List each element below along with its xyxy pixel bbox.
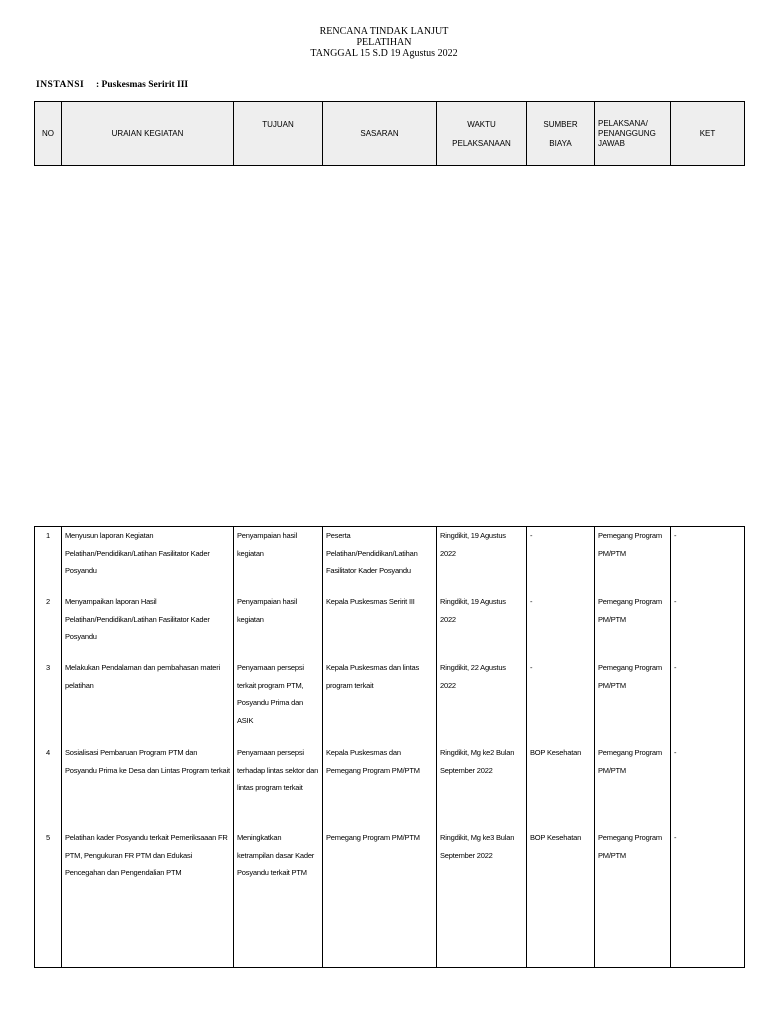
- cell-sasaran: Kepala Puskesmas dan Pemegang Program PM/PTM: [323, 744, 437, 829]
- instansi-line: [36, 80, 188, 90]
- instansi-label: INSTANSI: [36, 80, 85, 90]
- cell-no: 5: [35, 829, 62, 968]
- table-row: [35, 593, 745, 659]
- cell-ket: -: [671, 829, 745, 968]
- col-sumber-line-2: BIAYA: [549, 138, 572, 148]
- title-line-3: TANGGAL 15 S.D 19 Agustus 2022: [310, 48, 458, 59]
- cell-waktu: Ringdikit, Mg ke2 Bulan September 2022: [437, 744, 527, 829]
- cell-sumber: BOP Kesehatan: [527, 744, 595, 829]
- col-no: NO: [35, 102, 62, 166]
- cell-tujuan: Penyampaian hasil kegiatan: [234, 593, 323, 659]
- col-pelaksana-line-3: JAWAB: [598, 138, 625, 148]
- cell-uraian: Menyusun laporan Kegiatan Pelatihan/Pendidikan/Latihan Fasilitator Kader Posyandu: [62, 527, 234, 594]
- col-sasaran: SASARAN: [323, 102, 437, 166]
- col-pelaksana-line-1: PELAKSANA/: [598, 118, 648, 128]
- cell-tujuan: Meningkatkan ketrampilan dasar Kader Posyandu terkait PTM: [234, 829, 323, 968]
- col-sumber-line-1: SUMBER: [543, 119, 578, 129]
- cell-sasaran: Pemegang Program PM/PTM: [323, 829, 437, 968]
- cell-pelaksana: Pemegang Program PM/PTM: [595, 744, 671, 829]
- cell-sumber: BOP Kesehatan: [527, 829, 595, 968]
- col-uraian: URAIAN KEGIATAN: [62, 102, 234, 166]
- cell-waktu: Ringdikit, 19 Agustus 2022: [437, 527, 527, 594]
- cell-pelaksana: Pemegang Program PM/PTM: [595, 593, 671, 659]
- cell-waktu: Ringdikit, 19 Agustus 2022: [437, 593, 527, 659]
- cell-pelaksana: Pemegang Program PM/PTM: [595, 829, 671, 968]
- cell-ket: -: [671, 593, 745, 659]
- document-title: [0, 26, 768, 59]
- col-pelaksana-line-2: PENANGGUNG: [598, 128, 656, 138]
- cell-no: 4: [35, 744, 62, 829]
- cell-sasaran: Kepala Puskesmas dan lintas program terkait: [323, 659, 437, 744]
- cell-ket: -: [671, 659, 745, 744]
- header-table: [34, 101, 745, 166]
- title-line-1: RENCANA TINDAK LANJUT: [319, 26, 449, 37]
- cell-no: 1: [35, 527, 62, 594]
- col-waktu-line-1: WAKTU: [467, 119, 496, 129]
- cell-uraian: Melakukan Pendalaman dan pembahasan materi pelatihan: [62, 659, 234, 744]
- cell-waktu: Ringdikit, Mg ke3 Bulan September 2022: [437, 829, 527, 968]
- col-tujuan: TUJUAN: [234, 102, 323, 166]
- cell-sumber: -: [527, 659, 595, 744]
- title-line-2: PELATIHAN: [356, 37, 412, 48]
- instansi-value: : Puskesmas Seririt III: [96, 80, 189, 90]
- cell-waktu: Ringdikit, 22 Agustus 2022: [437, 659, 527, 744]
- cell-ket: -: [671, 744, 745, 829]
- cell-sumber: -: [527, 593, 595, 659]
- cell-no: 2: [35, 593, 62, 659]
- col-sumber: [527, 102, 595, 166]
- table-row: [35, 744, 745, 829]
- cell-pelaksana: Pemegang Program PM/PTM: [595, 527, 671, 594]
- cell-sasaran: Peserta Pelatihan/Pendidikan/Latihan Fasilitator Kader Posyandu: [323, 527, 437, 594]
- activities-table: [34, 526, 745, 968]
- cell-uraian: Pelatihan kader Posyandu terkait Pemeriksaaan FR PTM, Pengukuran FR PTM dan Edukasi Pencegahan dan Pengendalian PTM: [62, 829, 234, 968]
- cell-uraian: Menyampaikan laporan Hasil Pelatihan/Pendidikan/Latihan Fasilitator Kader Posyandu: [62, 593, 234, 659]
- cell-uraian: Sosialisasi Pembaruan Program PTM dan Posyandu Prima ke Desa dan Lintas Program terkait: [62, 744, 234, 829]
- table-row: [35, 527, 745, 594]
- cell-no: 3: [35, 659, 62, 744]
- cell-sasaran: Kepala Puskesmas Seririt III: [323, 593, 437, 659]
- col-pelaksana: [595, 102, 671, 166]
- table-row: [35, 659, 745, 744]
- cell-tujuan: Penyampaian hasil kegiatan: [234, 527, 323, 594]
- cell-tujuan: Penyamaan persepsi terhadap lintas sektor dan lintas program terkait: [234, 744, 323, 829]
- col-waktu: [437, 102, 527, 166]
- cell-tujuan: Penyamaan persepsi terkait program PTM, Posyandu Prima dan ASIK: [234, 659, 323, 744]
- cell-sumber: -: [527, 527, 595, 594]
- cell-ket: -: [671, 527, 745, 594]
- cell-pelaksana: Pemegang Program PM/PTM: [595, 659, 671, 744]
- table-row: [35, 829, 745, 968]
- col-waktu-line-2: PELAKSANAAN: [452, 138, 511, 148]
- col-ket: KET: [671, 102, 745, 166]
